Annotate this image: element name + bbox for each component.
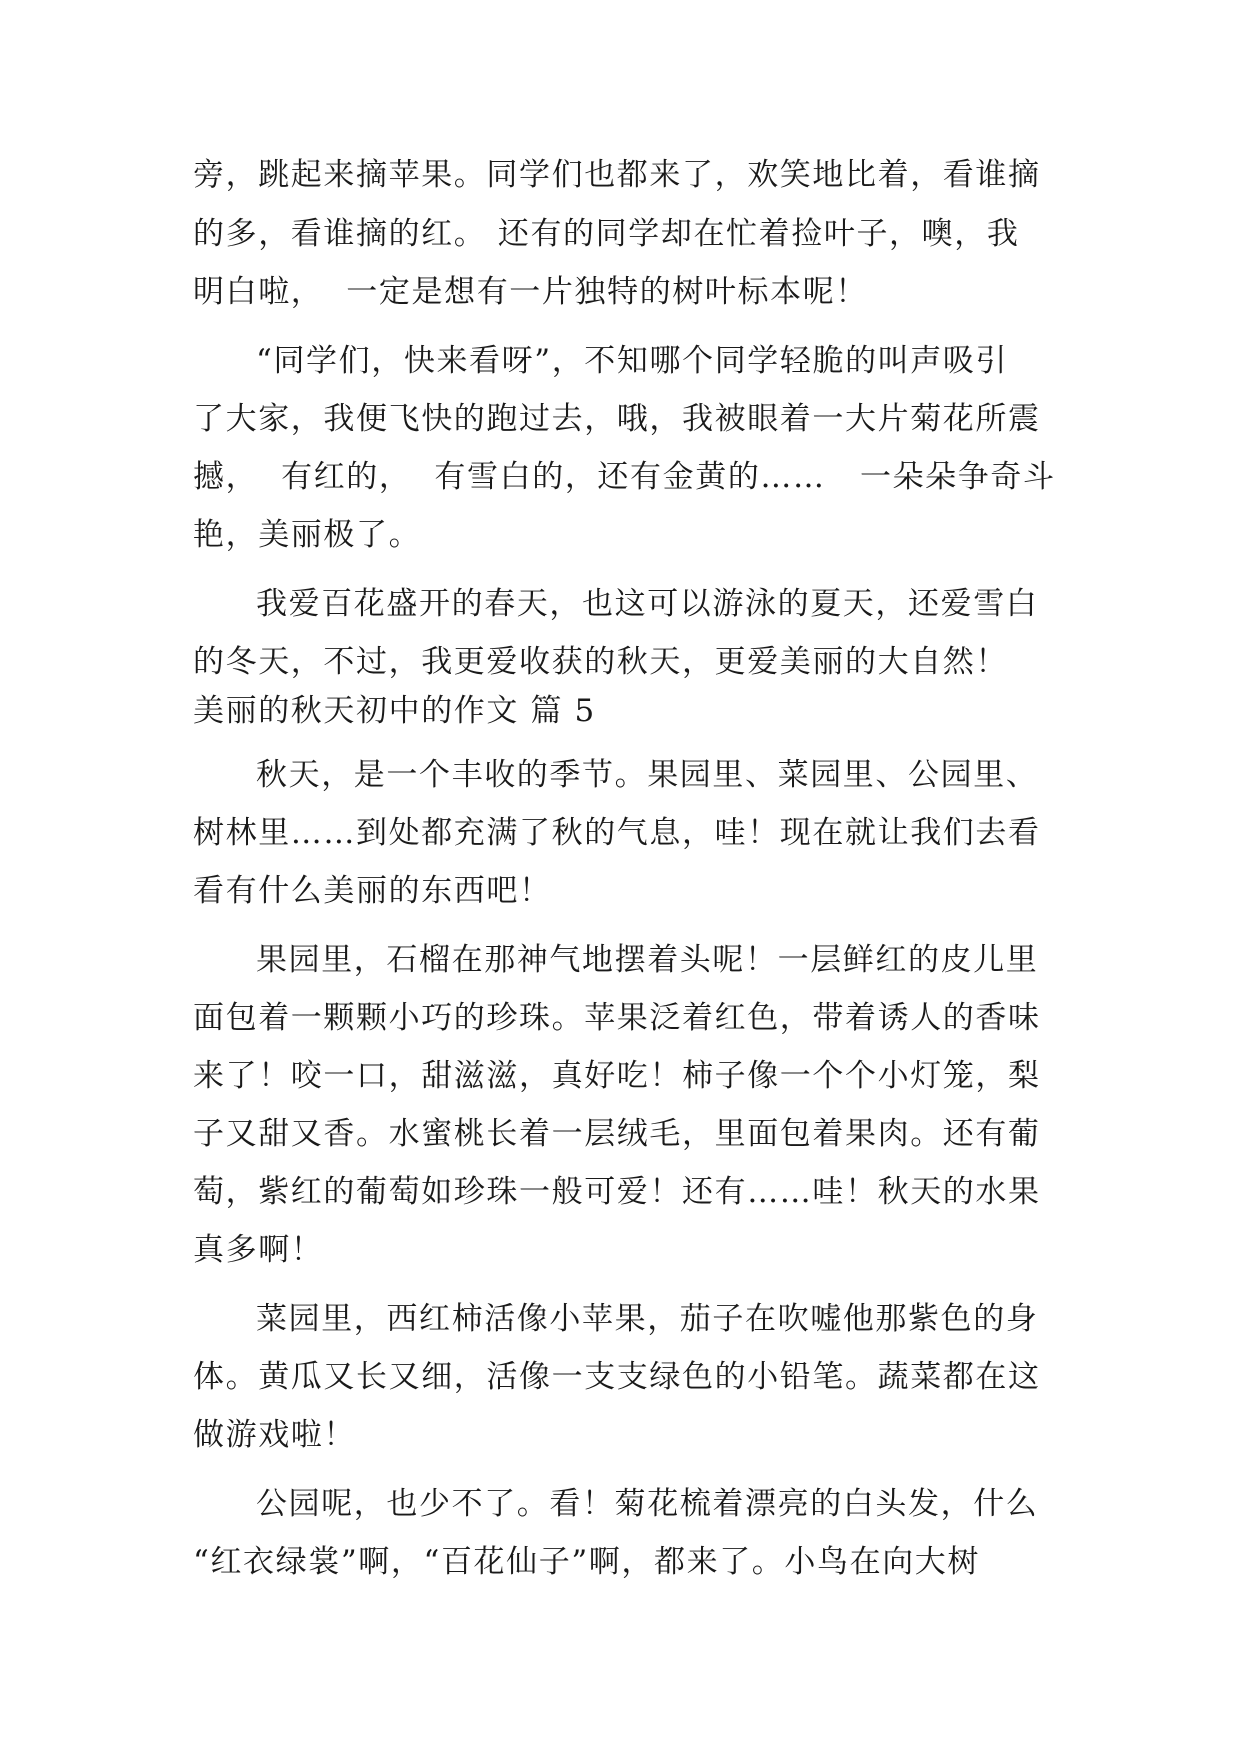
text-line: 子又甜又香。水蜜桃长着一层绒毛，里面包着果肉。还有葡: [193, 1116, 1041, 1152]
text-line: 萄，紫红的葡萄如珍珠一般可爱！还有……哇！秋天的水果: [193, 1174, 1041, 1210]
text-line: 树林里……到处都充满了秋的气息，哇！现在就让我们去看: [193, 815, 1041, 851]
text-line: 真多啊！: [193, 1232, 324, 1268]
text-line: 来了！咬一口，甜滋滋，真好吃！柿子像一个个小灯笼，梨: [193, 1058, 1041, 1094]
text-line: 秋天，是一个丰收的季节。果园里、菜园里、公园里、: [256, 757, 1039, 793]
text-line: 的冬天，不过，我更爱收获的秋天，更爱美丽的大自然！: [193, 644, 1008, 680]
text-line: 的多，看谁摘的红。 还有的同学却在忙着捡叶子，噢，我: [193, 216, 1020, 252]
text-line: 做游戏啦！: [193, 1417, 356, 1453]
text-line: 菜园里，西红柿活像小苹果，茄子在吹嘘他那紫色的身: [256, 1301, 1039, 1337]
text-line: “同学们，快来看呀”，不知哪个同学轻脆的叫声吸引: [256, 343, 1009, 379]
text-line: 体。黄瓜又长又细，活像一支支绿色的小铅笔。蔬菜都在这: [193, 1359, 1041, 1395]
text-line: 果园里，石榴在那神气地摆着头呢！一层鲜红的皮儿里: [256, 942, 1039, 978]
text-line: 我爱百花盛开的春天，也这可以游泳的夏天，还爱雪白: [256, 586, 1039, 622]
text-line: 旁，跳起来摘苹果。同学们也都来了，欢笑地比着，看谁摘: [193, 157, 1041, 193]
text-line: 公园呢，也少不了。看！菊花梳着漂亮的白头发，什么: [256, 1486, 1039, 1522]
text-line: 了大家，我便飞快的跑过去，哦，我被眼着一大片菊花所震: [193, 401, 1041, 437]
text-line: 看有什么美丽的东西吧！: [193, 873, 552, 909]
text-line: 面包着一颗颗小巧的珍珠。苹果泛着红色，带着诱人的香味: [193, 1000, 1041, 1036]
text-line: 艳，美丽极了。: [193, 517, 422, 553]
section-heading: 美丽的秋天初中的作文 篇 5: [193, 693, 596, 729]
text-line: 撼， 有红的， 有雪白的，还有金黄的…… 一朵朵争奇斗: [193, 459, 1056, 495]
text-line: “红衣绿裳”啊，“百花仙子”啊，都来了。小鸟在向大树: [193, 1544, 980, 1580]
text-line: 明白啦， 一定是想有一片独特的树叶标本呢！: [193, 274, 868, 310]
